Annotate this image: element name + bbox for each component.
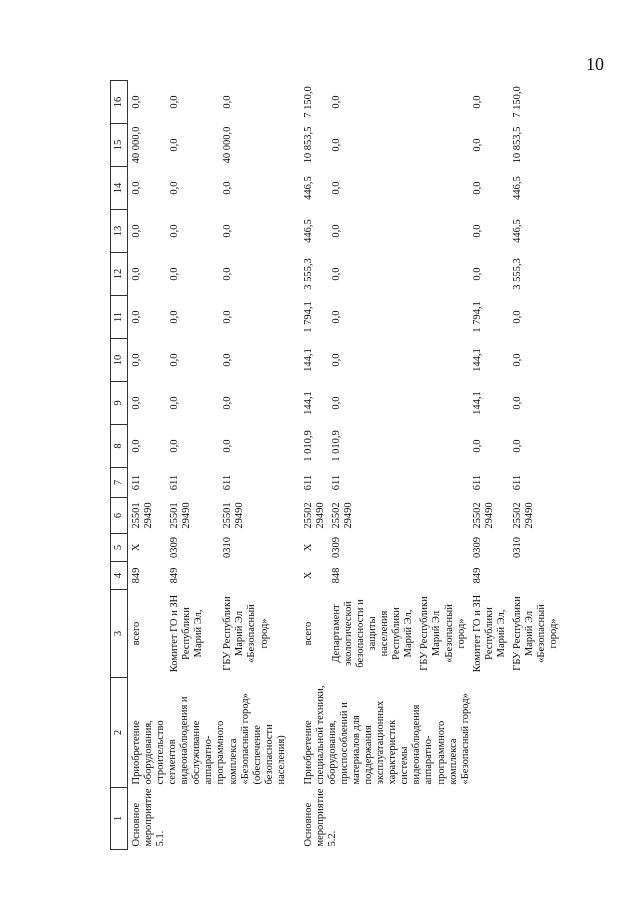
column-header: 3 xyxy=(111,590,128,678)
value-cell-c13: 0,0 xyxy=(330,224,342,238)
value-cell-c10: 0,0 xyxy=(511,353,523,367)
budget-table xyxy=(110,80,572,850)
value-cell-c5: X xyxy=(131,543,142,552)
value-cell-c8: 0,0 xyxy=(511,439,523,453)
group-spacer xyxy=(290,81,300,850)
value-cell-c9: 0,0 xyxy=(131,396,142,410)
value-cell-c13: 0,0 xyxy=(471,224,483,238)
column-header: 4 xyxy=(111,562,128,590)
column-header: 16 xyxy=(111,81,128,124)
value-cell-c4: X xyxy=(302,571,314,580)
value-cell-c7: 611 xyxy=(511,474,523,491)
value-cell-c13: 0,0 xyxy=(168,224,180,238)
rotated-table-container xyxy=(110,80,559,850)
value-cell-c9: 144,1 xyxy=(302,391,314,415)
value-cell-c5: 0309 xyxy=(471,537,483,558)
description-cell: Приобретение оборудования, строительство сегментов видеонаблюдения и обслуживание аппаратно-программного комплекса «Безопасный город» (обеспечение безопасности населения) xyxy=(131,693,287,785)
value-cell-c14: 0,0 xyxy=(168,181,180,195)
value-cell-c6 xyxy=(417,498,469,534)
value-cell-c7: 611 xyxy=(302,474,314,491)
group-spacer xyxy=(562,81,572,850)
spacer-cell xyxy=(562,81,572,850)
value-cell-c12: 3 555,3 xyxy=(302,258,314,290)
value-cell-c4: 849 xyxy=(168,567,180,584)
value-cell-c6: 25501 29490 xyxy=(168,502,192,529)
value-cell-c13: 0,0 xyxy=(222,224,234,238)
column-header: 13 xyxy=(111,210,128,253)
value-cell-c7 xyxy=(417,468,469,498)
value-cell-c16: 0,0 xyxy=(222,95,234,109)
value-cell-c14: 0,0 xyxy=(471,181,483,195)
value-cell-c16: 0,0 xyxy=(330,95,342,109)
value-cell-c10: 0,0 xyxy=(131,353,142,367)
value-cell-c6: 25501 29490 xyxy=(222,502,246,529)
value-cell-c11: 0,0 xyxy=(222,310,234,324)
table-row xyxy=(300,81,329,850)
value-cell-c14: 0,0 xyxy=(222,181,234,195)
value-cell-c15: 0,0 xyxy=(330,138,342,152)
value-cell-c4 xyxy=(220,562,289,590)
value-cell-c10: 0,0 xyxy=(330,353,342,367)
column-header: 6 xyxy=(111,498,128,534)
table-row xyxy=(128,81,167,850)
value-cell-c8: 0,0 xyxy=(131,439,142,453)
value-cell-c6: 25502 29490 xyxy=(330,502,354,529)
value-cell-c9: 0,0 xyxy=(511,396,523,410)
value-cell-c13 xyxy=(417,210,469,253)
value-cell-c8: 0,0 xyxy=(471,439,483,453)
header-row xyxy=(111,81,128,850)
column-header: 12 xyxy=(111,253,128,296)
value-cell-c15: 0,0 xyxy=(168,138,180,152)
column-header: 11 xyxy=(111,296,128,339)
value-cell-c11: 1 794,1 xyxy=(302,301,314,333)
value-cell-c10: 0,0 xyxy=(168,353,180,367)
value-cell-c9: 144,1 xyxy=(471,391,483,415)
value-cell-c7: 611 xyxy=(131,474,142,491)
value-cell-c12: 0,0 xyxy=(168,267,180,281)
value-cell-c6: 25501 29490 xyxy=(131,502,155,529)
value-cell-c5 xyxy=(417,534,469,562)
value-cell-c4 xyxy=(417,562,469,590)
value-cell-c16: 0,0 xyxy=(131,95,142,109)
value-cell-c12: 0,0 xyxy=(131,267,142,281)
value-cell-c6: 25502 29490 xyxy=(471,502,495,529)
value-cell-c7: 611 xyxy=(471,474,483,491)
value-cell-c14: 0,0 xyxy=(330,181,342,195)
value-cell-c8: 0,0 xyxy=(222,439,234,453)
value-cell-c4: 849 xyxy=(471,567,483,584)
value-cell-c11: 1 794,1 xyxy=(471,301,483,333)
spacer-cell xyxy=(290,81,300,850)
value-cell-c14: 446,5 xyxy=(511,176,523,200)
value-cell-c13: 446,5 xyxy=(302,219,314,243)
value-cell-c12: 0,0 xyxy=(330,267,342,281)
value-cell-c11 xyxy=(417,296,469,339)
value-cell-c15: 0,0 xyxy=(471,138,483,152)
value-cell-c14: 446,5 xyxy=(302,176,314,200)
value-cell-c9 xyxy=(417,382,469,425)
value-cell-c16: 7 150,0 xyxy=(302,86,314,118)
event-cell: Основное мероприятие 5.1. xyxy=(131,788,167,847)
value-cell-c12: 0,0 xyxy=(222,267,234,281)
executor-cell: всего xyxy=(302,621,314,646)
value-cell-c4 xyxy=(510,562,562,590)
value-cell-c12 xyxy=(417,253,469,296)
value-cell-c9: 0,0 xyxy=(168,396,180,410)
value-cell-c11: 0,0 xyxy=(168,310,180,324)
value-cell-c6: 25502 29490 xyxy=(511,502,535,529)
value-cell-c10: 144,1 xyxy=(471,348,483,372)
value-cell-c4: 849 xyxy=(131,567,142,584)
value-cell-c16: 7 150,0 xyxy=(511,86,523,118)
description-cell: Приобретение специальной техники, оборудования, приспособлений и материалов для поддержания эксплуатационных характеристик системы видеонаблюдения аппаратно-программного комплекса «Безопасный город» xyxy=(302,685,471,785)
value-cell-c5: X xyxy=(302,543,314,552)
value-cell-c7: 611 xyxy=(330,474,342,491)
value-cell-c10: 144,1 xyxy=(302,348,314,372)
value-cell-c5: 0309 xyxy=(330,537,342,558)
column-header: 5 xyxy=(111,534,128,562)
value-cell-c4: 848 xyxy=(330,567,342,584)
value-cell-c9: 0,0 xyxy=(222,396,234,410)
executor-cell: Комитет ГО и ЗН Республики Марий Эл, xyxy=(168,594,205,673)
page-number: 10 xyxy=(586,54,604,74)
value-cell-c6: 25502 29490 xyxy=(302,502,326,529)
value-cell-c13: 446,5 xyxy=(511,219,523,243)
value-cell-c16: 0,0 xyxy=(168,95,180,109)
value-cell-c11: 0,0 xyxy=(131,310,142,324)
column-header: 2 xyxy=(111,678,128,788)
column-header: 1 xyxy=(111,788,128,850)
value-cell-c10 xyxy=(417,339,469,382)
value-cell-c15: 10 853,5 xyxy=(302,126,314,164)
value-cell-c15 xyxy=(417,124,469,167)
value-cell-c8: 1 010,9 xyxy=(302,430,314,462)
value-cell-c11: 0,0 xyxy=(511,310,523,324)
column-header: 14 xyxy=(111,167,128,210)
executor-cell: Департамент экологической безопасности и защиты населения Республики Марий Эл, xyxy=(330,599,415,668)
executor-cell: ГБУ Республики Марий Эл «Безопасный город» xyxy=(419,596,467,671)
value-cell-c14: 0,0 xyxy=(131,181,142,195)
value-cell-c7: 611 xyxy=(222,474,234,491)
executor-cell: ГБУ Республики Марий Эл «Безопасный город» xyxy=(222,596,270,671)
executor-cell: ГБУ Республики Марий Эл «Безопасный город» xyxy=(511,596,559,671)
value-cell-c7: 611 xyxy=(168,474,180,491)
value-cell-c12: 0,0 xyxy=(471,267,483,281)
value-cell-c5: 0309 xyxy=(168,537,180,558)
value-cell-c15: 10 853,5 xyxy=(511,126,523,164)
value-cell-c5: 0310 xyxy=(511,537,523,558)
value-cell-c9: 0,0 xyxy=(330,396,342,410)
column-header: 7 xyxy=(111,468,128,498)
value-cell-c12: 3 555,3 xyxy=(511,258,523,290)
value-cell-c16 xyxy=(417,81,469,124)
executor-cell: Комитет ГО и ЗН Республики Марий Эл, xyxy=(471,594,507,673)
table-body xyxy=(128,81,573,850)
value-cell-c8: 0,0 xyxy=(168,439,180,453)
value-cell-c15: 40 000,0 xyxy=(222,126,234,164)
column-header: 10 xyxy=(111,339,128,382)
value-cell-c5: 0310 xyxy=(222,537,234,558)
column-header: 9 xyxy=(111,382,128,425)
column-header: 15 xyxy=(111,124,128,167)
value-cell-c8 xyxy=(417,425,469,468)
event-cell: Основное мероприятие 5.2. xyxy=(302,788,338,847)
value-cell-c11: 0,0 xyxy=(330,310,342,324)
value-cell-c13: 0,0 xyxy=(131,224,142,238)
value-cell-c8: 1 010,9 xyxy=(330,430,342,462)
value-cell-c16: 0,0 xyxy=(471,95,483,109)
column-header: 8 xyxy=(111,425,128,468)
value-cell-c15: 40 000,0 xyxy=(131,126,142,164)
executor-cell: всего xyxy=(131,621,142,646)
value-cell-c14 xyxy=(417,167,469,210)
value-cell-c10: 0,0 xyxy=(222,353,234,367)
